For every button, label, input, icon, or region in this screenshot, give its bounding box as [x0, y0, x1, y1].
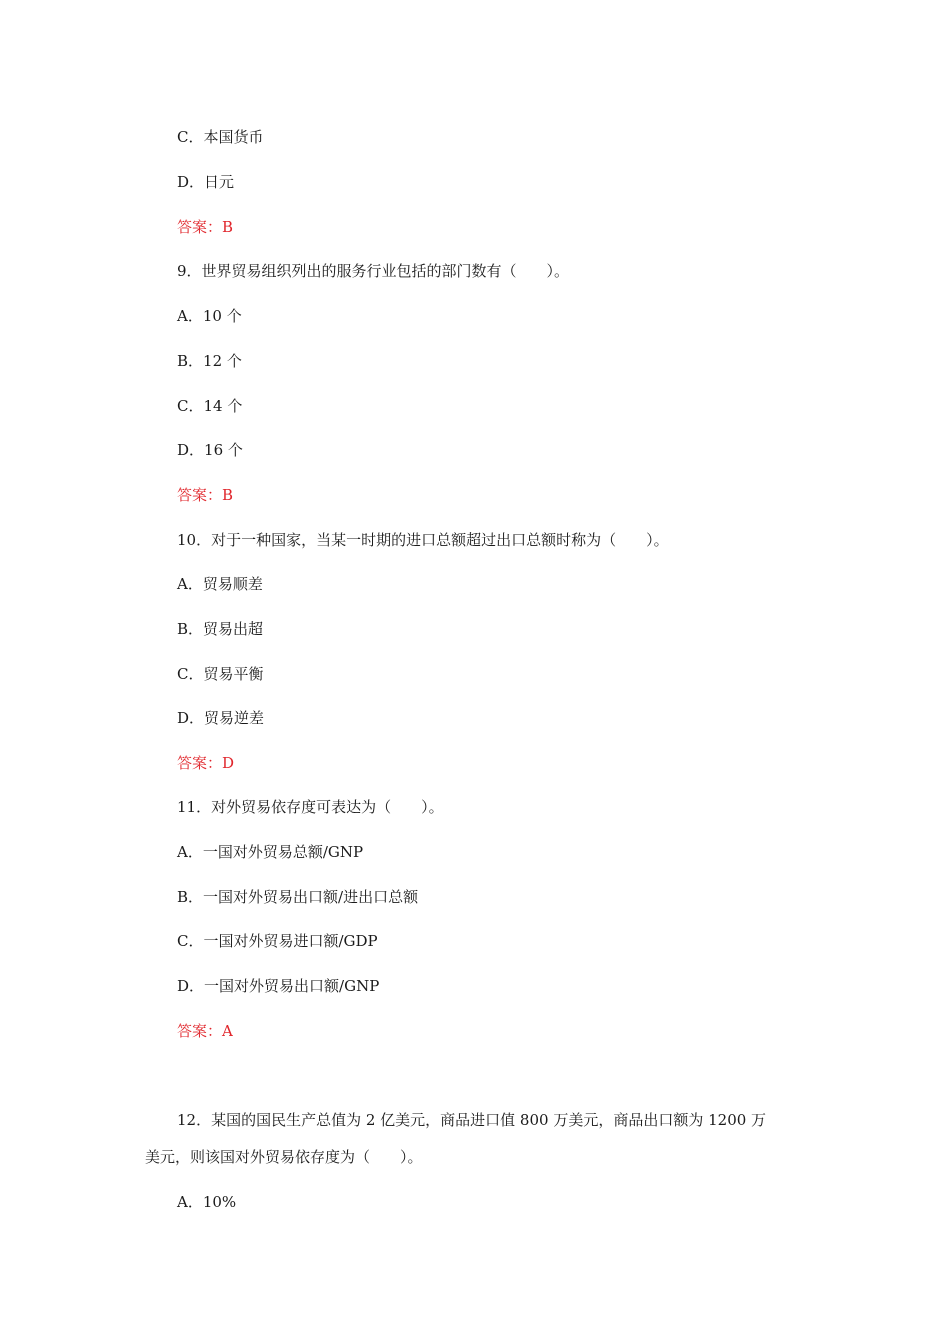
q8-option-d: D．日元: [177, 173, 235, 191]
q12-question-line2: 美元，则该国对外贸易依存度为（ ）。: [145, 1148, 423, 1166]
q8-answer: 答案：B: [177, 218, 234, 236]
q11-option-b: B．一国对外贸易出口额/进出口总额: [177, 888, 419, 906]
q9-option-d: D．16 个: [177, 441, 243, 459]
q9-option-c: C．14 个: [177, 397, 243, 415]
q10-option-d: D．贸易逆差: [177, 709, 265, 727]
q10-option-b: B．贸易出超: [177, 620, 264, 638]
q8-option-c: C．本国货币: [177, 128, 264, 146]
q10-option-c: C．贸易平衡: [177, 665, 264, 683]
q11-question: 11．对外贸易依存度可表达为（ ）。: [177, 798, 444, 816]
q11-option-a: A．一国对外贸易总额/GNP: [177, 843, 364, 861]
q11-option-d: D．一国对外贸易出口额/GNP: [177, 977, 380, 995]
q11-option-c: C．一国对外贸易进口额/GDP: [177, 932, 378, 950]
q9-option-b: B．12 个: [177, 352, 242, 370]
q10-option-a: A．贸易顺差: [177, 575, 263, 593]
q10-question: 10．对于一种国家，当某一时期的进口总额超过出口总额时称为（ ）。: [177, 531, 669, 549]
q12-option-a: A．10%: [177, 1193, 237, 1211]
q11-answer: 答案：A: [177, 1022, 233, 1040]
q9-option-a: A．10 个: [177, 307, 242, 325]
q12-question-line1: 12．某国的国民生产总值为 2 亿美元，商品进口值 800 万美元，商品出口额为 1200 万: [177, 1111, 767, 1129]
q9-answer: 答案：B: [177, 486, 234, 504]
q10-answer: 答案：D: [177, 754, 235, 772]
q9-question: 9．世界贸易组织列出的服务行业包括的部门数有（ ）。: [177, 262, 570, 280]
